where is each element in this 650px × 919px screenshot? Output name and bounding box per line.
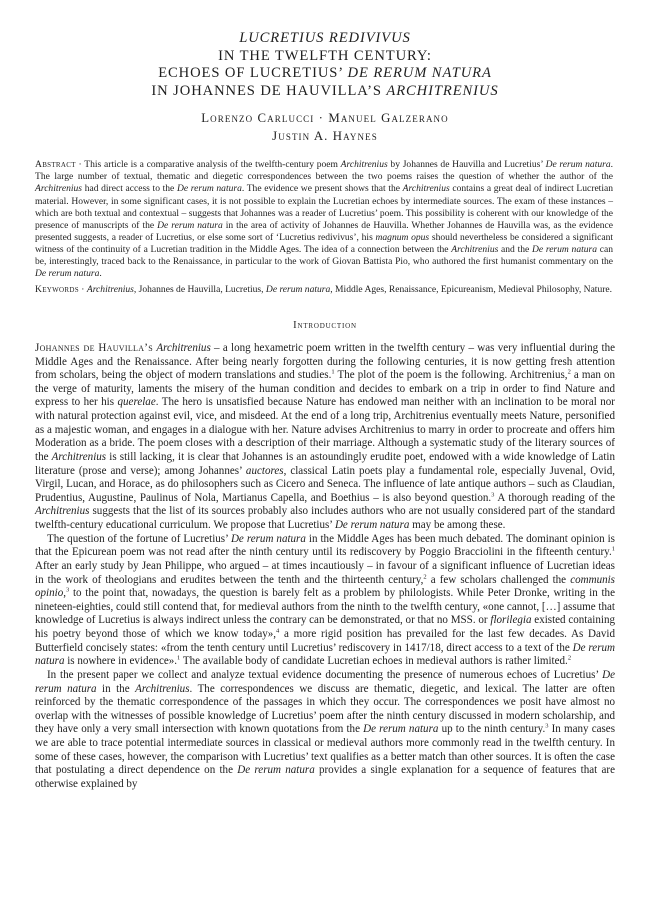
paragraph: Johannes de Hauvilla’s Architrenius – a long hexametric poem written in the twelfth century – was very influential during the Middle Ages and the Renaissance. After being nearly forgotten during the following centuries, it is now getting fresh attention from scholars, being the object of modern translations and studies.$^1$ The plot of the poem is the following. Architrenius,$^2$ a man on the verge of maturity, laments the misery of the human condition and decides to embark on a trip in order to find Nature and express to her his querelae. The hero is unsatisfied because Nature has endowed man neither with an inclination to be moral nor with natural protection against evil, vice, and misdeed. At the end of a long trip, Architrenius eventually meets Nature, personified as a majestic woman, and engages in a dialogue with her. Nature advises Architrenius to marry in order to procreate and offers him Moderation as a bride. The poem closes with a description of their marriage. Although a systematic study of the literary sources of the Architrenius is still lacking, it is clear that Johannes is an astoundingly erudite poet, endowed with a wide knowledge of Latin literature (prose and verse); among Johannes’ auctores, classical Latin poets play a fundamental role, especially Juvenal, Ovid, Virgil, Lucan, and Horace, as do philosophers such as Cicero and Seneca. The influence of late antique authors – such as Claudian, Prudentius, Augustine, Paulinus of Nola, Martianus Capella, and Boethius – is also beyond question.$^3$ A thorough reading of the Architrenius suggests that the list of its sources probably also includes authors who are not usually considered part of the standard twelfth-century educational curriculum. We propose that Lucretius’ De rerum natura may be among these. — [35, 341, 616, 532]
keywords-label: Keywords — [35, 283, 79, 295]
abstract-label: Abstract — [35, 159, 76, 171]
article-title — [35, 30, 615, 100]
italic-term: De rerum natura — [157, 219, 223, 231]
footnote-marker: 2 — [567, 368, 571, 376]
article-page — [35, 30, 615, 792]
italic-term: florilegia — [490, 614, 532, 627]
footnote-marker: 1 — [177, 654, 181, 662]
keywords-text: · Architrenius, Johannes de Hauvilla, Lucretius, De rerum natura, Middle Ages, Renaissance, Epicureanism, Medieval Philosophy, Nature. — [78, 283, 613, 295]
small-caps-lead: Johannes de Hauvilla’s — [35, 341, 154, 354]
italic-term: De rerum natura — [237, 764, 315, 777]
title-line-2: IN THE TWELFTH CENTURY: — [218, 47, 432, 64]
italic-term: De rerum natura — [230, 532, 306, 545]
italic-term: Architrenius — [340, 159, 388, 171]
title-line-1: LUCRETIUS REDIVIVUS — [239, 30, 411, 46]
footnote-marker: 1 — [611, 545, 615, 553]
italic-term: Architrenius — [156, 341, 211, 354]
abstract-text: · This article is a comparative analysis of the twelfth-century poem Architrenius by Johannes de Hauvilla and Lucretius’ De rerum natura. The large number of textual, thematic and diegetic correspondences between the two poems raises the question of whether the author of the Architrenius had direct access to the De rerum natura. The evidence we present shows that the Architrenius contains a great deal of indirect Lucretian material. However, in some significant cases, it is not possible to explain the Lucretian echoes by intermediate sources. The exam of these instances – which are both textual and contextual – suggests that Johannes was a reader of Lucretius’ poem. This possibility is coherent with our knowledge of the presence of manuscripts of the De rerum natura in the area of activity of Johannes de Hauvilla. Whether Johannes de Hauvilla was, as the evidence presented suggests, a reader of Lucretius, or else some sort of ‘Lucretius redivivus’, his magnum opus should nevertheless be considered a significant witness of the continuity of a Lucretian tradition in the Middle Ages. The idea of a connection between the Architrenius and the De rerum natura can be, interestingly, traced back to the Renaissance, in particular to the work of Giovan Battista Pio, who authored the first humanist commentary on the De rerum natura. — [35, 159, 614, 279]
italic-term: De rerum natura — [363, 723, 439, 736]
footnote-marker: 3 — [545, 722, 549, 730]
italic-term: De rerum natura — [334, 519, 410, 532]
body-text — [35, 342, 615, 792]
title-line-4: IN JOHANNES DE HAUVILLA’S ARCHITRENIUS — [151, 82, 499, 99]
italic-term: Architrenius — [51, 450, 107, 463]
authors-line-1: Lorenzo Carlucci · Manuel Galzerano — [201, 111, 449, 126]
keywords — [35, 284, 615, 296]
italic-term: De rerum natura — [176, 183, 242, 195]
italic-term: De rerum natura — [265, 283, 331, 295]
italic-term: De rerum natura — [35, 641, 615, 668]
footnote-marker: 1 — [331, 368, 335, 376]
italic-term: querelae — [117, 396, 156, 409]
italic-term: Architrenius — [135, 682, 190, 695]
italic-term: De rerum natura — [531, 243, 598, 255]
footnote-marker: 2 — [567, 654, 572, 662]
italic-term: auctores — [245, 464, 284, 477]
footnote-marker: 3 — [66, 586, 70, 594]
italic-term: Architrenius — [86, 283, 134, 295]
footnote-marker: 4 — [276, 627, 280, 635]
footnote-marker: 3 — [491, 491, 495, 499]
authors-line-2: Justin A. Haynes — [272, 129, 378, 144]
author-list — [35, 109, 615, 145]
paragraph: In the present paper we collect and analyze textual evidence documenting the presence of numerous echoes of Lucretius’ De rerum natura in the Architrenius. The correspondences we discuss are thematic, diegetic, and lexical. The latter are often reinforced by the thematic correspondence of the passages in which they occur. The correspondences we posit have almost no overlap with the witnesses of possible knowledge of Lucretius’ poem after the ninth century discussed in modern scholarship, and they have only a very small intersection with known quotations from the De rerum natura up to the ninth century.$^3$ In many cases we are able to trace potential intermediate sources in classical or medieval authors more commonly read in the twelfth century. In some of these cases, however, the comparison with Lucretius’ text qualifies as a better match than other sources. It is often the case that postulating a direct dependence on the De rerum natura provides a single explanation for a sequence of features that are otherwise explained by — [35, 668, 615, 790]
italic-term: Architrenius — [35, 505, 90, 518]
italic-term: De rerum natura — [35, 267, 100, 279]
paragraph: The question of the fortune of Lucretius’ De rerum natura in the Middle Ages has been much debated. The dominant opinion is that the Epicurean poem was not read after the ninth century until its rediscovery by Poggio Bracciolini in the fifteenth century.$^1$ After an early study by Jean Philippe, who argued – at times incautiously – in favour of a significant influence of Lucretian ideas in the work of theologians and erudites between the tenth and the thirteenth century,$^2$ a few scholars challenged the communis opinio,$^3$ to the point that, nowadays, the question is barely felt as a problem by philologists. While Peter Dronke, writing in the nineteen-eighties, could still contend that, for medieval authors from the ninth to the twelfth century, «one cannot, […] assume that knowledge of Lucretius is always indirect unless the contrary can be demonstrated, or that no MSS. or florilegia existed containing his poetry beyond those of which we know today»,$^4$ a more rigid position has prevailed for the last few decades. As David Butterfield concisely states: «from the tenth century until Lucretius’ rediscovery in 1417/18, direct access to a text of the De rerum natura is nowhere in evidence».$^1$ The available body of candidate Lucretian echoes in medieval authors is rather limited.$^2$ — [35, 532, 615, 668]
abstract — [35, 159, 615, 279]
italic-term: De rerum natura — [35, 668, 615, 695]
title-line-3: ECHOES OF LUCRETIUS’ DE RERUM NATURA — [158, 65, 492, 82]
section-heading: Introduction — [293, 319, 357, 331]
italic-term: Architrenius — [402, 183, 450, 195]
italic-term: De rerum natura — [545, 159, 611, 171]
italic-term: Architrenius — [451, 243, 499, 255]
italic-term: Architrenius — [35, 183, 83, 195]
footnote-marker: 2 — [423, 572, 427, 580]
italic-term: communis opinio — [35, 573, 615, 600]
italic-term: magnum opus — [375, 231, 430, 243]
